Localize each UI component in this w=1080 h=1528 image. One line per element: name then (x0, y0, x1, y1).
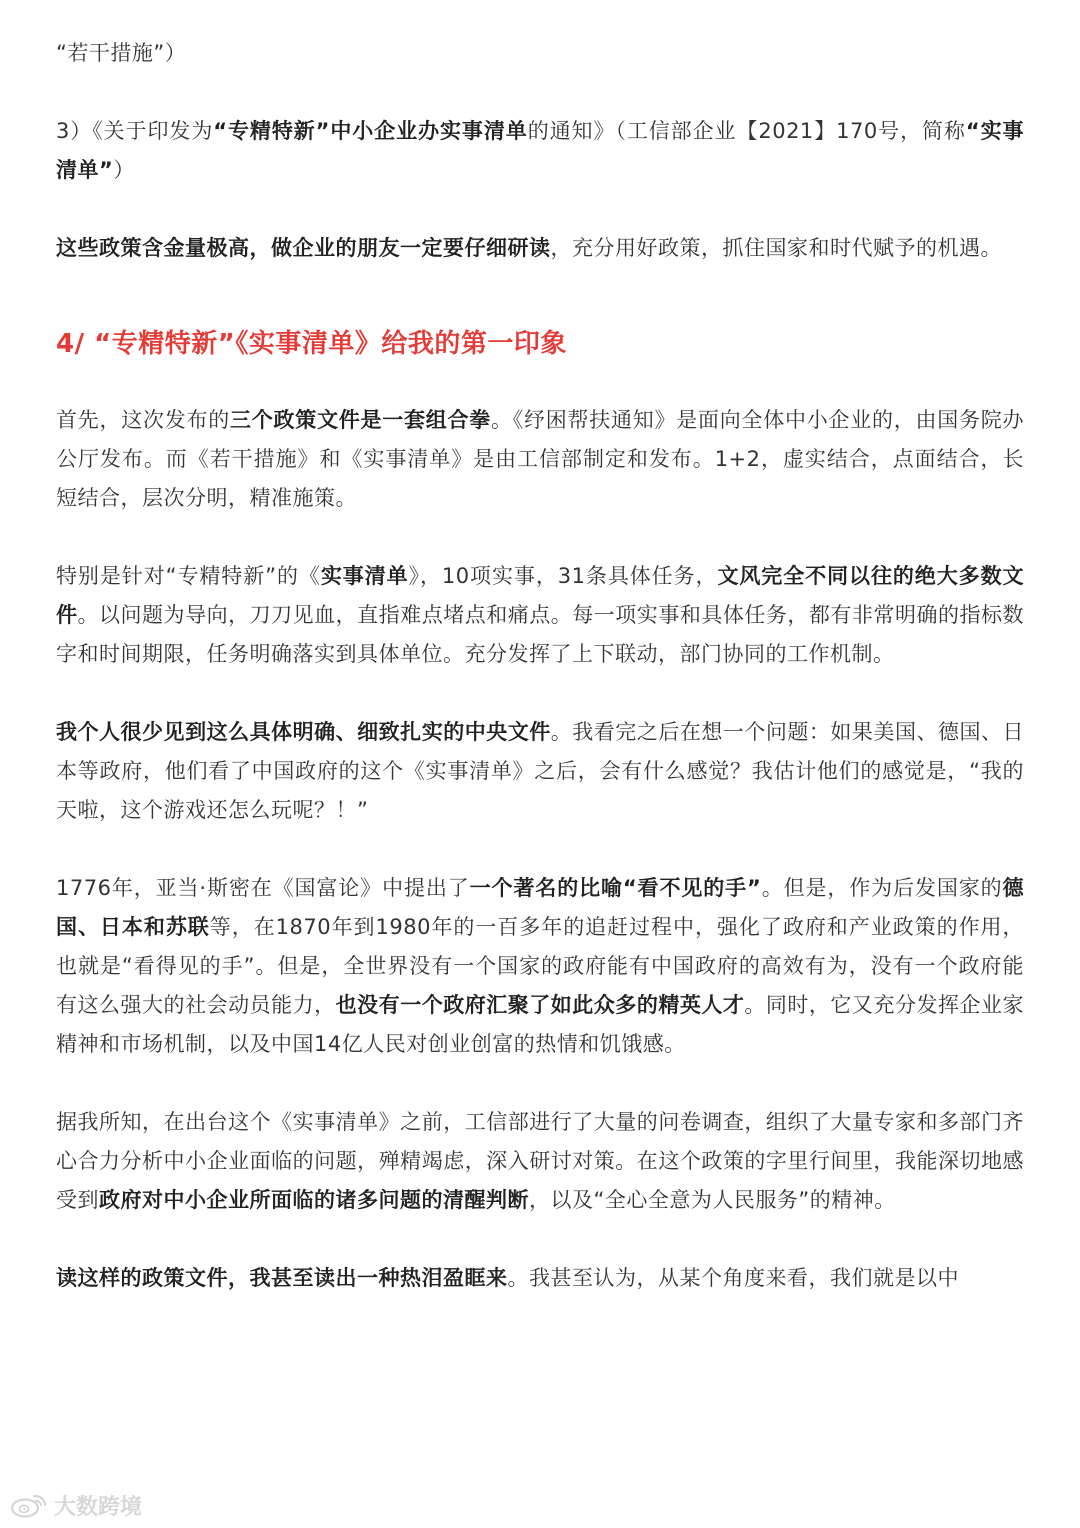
section-heading: 4/ “专精特新”《实事清单》给我的第一印象 (56, 329, 567, 359)
text-segment: 等，在1870年到1980年的一百多年的追赶过程中，强化了政府和产业政策的作用，也就是“看得见的手”。但是，全世界没有一个国家的政府能有中国政府的高效有为，没有一个政府能有这么强大的社会动员能力， (56, 915, 1025, 1017)
text-segment: ，充分用好政策，抓住国家和时代赋予的机遇。 (550, 236, 1002, 260)
text-segment: 。我甚至认为，从某个角度来看，我们就是以中 (507, 1266, 959, 1290)
bold-text: 实事清单 (320, 564, 409, 588)
paragraph (56, 34, 1024, 73)
paragraph (56, 1103, 1024, 1220)
bold-text: 我个人很少见到这么具体明确、细致扎实的中央文件 (56, 720, 551, 744)
bold-text: 德国、日本和苏联 (56, 876, 1024, 939)
text-segment: 。同时，它又充分发挥企业家精神和市场机制，以及中国14亿人民对创业创富的热情和饥饿感。 (56, 993, 1025, 1056)
text-segment: 1776年，亚当·斯密在《国富论》中提出了 (56, 876, 470, 900)
text-segment: 特别是针对“专精特新”的《 (56, 564, 321, 588)
article-body (56, 34, 1024, 1337)
bold-text: 也没有一个政府汇聚了如此众多的精英人才 (335, 993, 745, 1017)
bold-text: “专精特新”中小企业办实事清单 (213, 119, 528, 143)
paragraph (56, 229, 1024, 268)
paragraph (56, 1259, 1024, 1298)
bold-text: 读这样的政策文件，我甚至读出一种热泪盈眶来 (56, 1266, 508, 1290)
text-segment: “若干措施”） (56, 41, 187, 65)
text-segment: 据我所知，在出台这个《实事清单》之前，工信部进行了大量的问卷调查，组织了大量专家和多部门齐心合力分析中小企业面临的问题，殚精竭虑，深入研讨对策。在这个政策的字里行间里，我能深切地感受到 (56, 1110, 1024, 1212)
bold-text: 三个政策文件是一套组合拳 (230, 408, 491, 432)
watermark-text: 大数跨境 (54, 1494, 143, 1520)
bold-text: 一个著名的比喻“看不见的手” (469, 876, 762, 900)
weibo-logo-icon (10, 1492, 50, 1518)
paragraph (56, 112, 1024, 190)
bold-text: 政府对中小企业所面临的诸多问题的清醒判断 (99, 1188, 529, 1212)
text-segment: 。但是，作为后发国家的 (761, 876, 1003, 900)
text-segment: ） (113, 158, 135, 182)
bold-text: “实事清单” (56, 119, 1024, 182)
bold-text: 文风完全不同以往的绝大多数文件 (56, 564, 1025, 627)
text-segment: 。《纾困帮扶通知》是面向全体中小企业的，由国务院办公厅发布。而《若干措施》和《实事清单》是由工信部制定和发布。1+2，虚实结合，点面结合，长短结合，层次分明，精准施策。 (56, 408, 1024, 510)
text-segment: 。以问题为导向，刀刀见血，直指难点堵点和痛点。每一项实事和具体任务，都有非常明确的指标数字和时间期限，任务明确落实到具体单位。充分发挥了上下联动，部门协同的工作机制。 (56, 603, 1025, 666)
paragraph (56, 557, 1024, 674)
bold-text: 这些政策含金量极高，做企业的朋友一定要仔细研读 (56, 236, 551, 260)
paragraph (56, 713, 1024, 830)
text-segment: 。我看完之后在想一个问题：如果美国、德国、日本等政府，他们看了中国政府的这个《实事清单》之后，会有什么感觉？我估计他们的感觉是，“我的天啦，这个游戏还怎么玩呢？！” (56, 720, 1025, 822)
text-segment: 的通知》（工信部企业【2021】170号，简称 (527, 119, 966, 143)
text-segment: 首先，这次发布的 (56, 408, 230, 432)
watermark (10, 1490, 142, 1520)
text-segment: ，以及“全心全意为人民服务”的精神。 (529, 1188, 896, 1212)
text-segment: 》，10项实事，31条具体任务， (408, 564, 718, 588)
text-segment: 3）《关于印发为 (56, 119, 214, 143)
paragraph (56, 401, 1024, 518)
paragraph (56, 869, 1024, 1064)
